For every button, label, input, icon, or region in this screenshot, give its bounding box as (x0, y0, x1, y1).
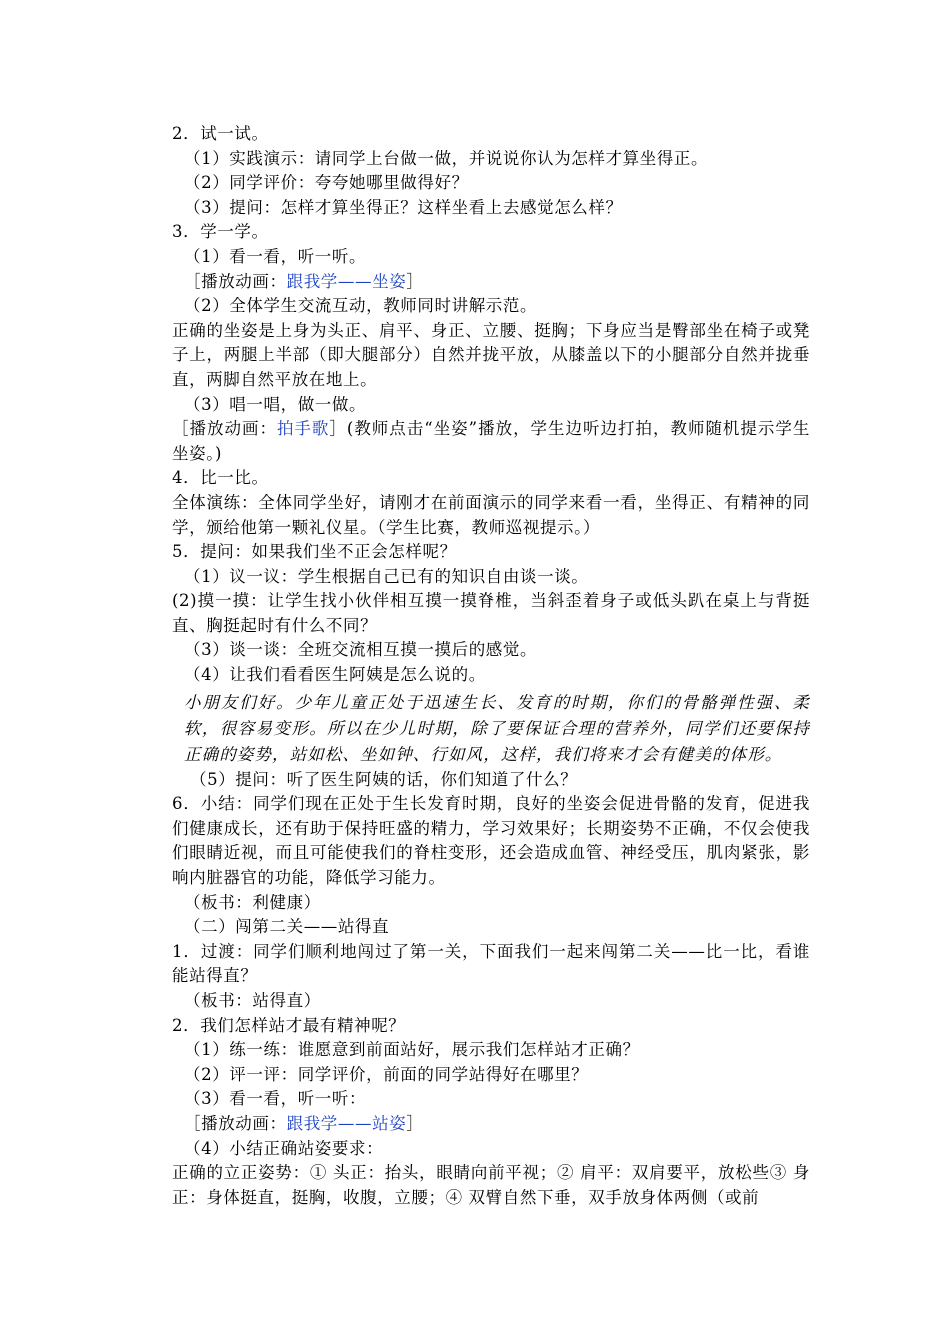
board-note-standing: （板书：站得直） (184, 991, 321, 1010)
animation-line-sitting (146, 270, 810, 295)
section-3-item-1: （1）看一看，听一听。 (184, 246, 367, 266)
part-2-item-4: （4）小结正确站姿要求： (184, 1138, 384, 1158)
section-4-title: 4．比一比。 (172, 468, 269, 488)
section-3-item-2: （2）全体学生交流互动，教师同时讲解示范。 (184, 296, 538, 316)
section-5-item-2: (2)摸一摸：让学生找小伙伴相互摸一摸脊椎，当斜歪着身子或低头趴在桌上与背挺直、胸挺起时有什么不同？ (172, 591, 810, 635)
board-note-health: （板书：利健康） (184, 892, 321, 912)
section-5-item-1: （1）议一议：学生根据自己已有的知识自由谈一谈。 (184, 566, 589, 586)
section-5-item-4: （4）让我们看看医生阿姨是怎么说的。 (184, 665, 486, 685)
animation-link-standing[interactable]: 跟我学——站姿 (286, 1113, 407, 1133)
animation-link-clapping-song[interactable]: 拍手歌 (276, 419, 330, 439)
section-5-item-5: （5）提问：听了医生阿姨的话，你们知道了什么？ (190, 769, 578, 789)
standing-posture-paragraph: 正确的立正姿势：① 头正：抬头，眼睛向前平视；② 肩平：双肩要平，放松些③ 身正：身体挺直，挺胸，收腹，立腰；④ 双臂自然下垂，双手放身体两侧（或前 (172, 1163, 810, 1207)
section-5-item-3: （3）谈一谈：全班交流相互摸一摸后的感觉。 (184, 640, 538, 660)
section-6-summary-paragraph: 6．小结：同学们现在正处于生长发育时期，良好的坐姿会促进骨骼的发育，促进我们健康成长，还有助于保持旺盛的精力，学习效果好；长期姿势不正确，不仅会使我们眼睛近视，而且可能使我们的脊柱变形，还会造成血管、神经受压，肌肉紧张，影响内脏器官的功能，降低学习能力。 (172, 794, 810, 888)
part-2-item-2: （2）评一评：同学评价，前面的同学站得好在哪里？ (184, 1064, 589, 1084)
section-2-title: 2．试一试。 (172, 124, 269, 143)
animation-prefix: ［播放动画： (172, 419, 277, 439)
animation-prefix: ［播放动画： (184, 271, 287, 291)
section-2-item-2: （2）同学评价：夸夸她哪里做得好？ (184, 173, 469, 193)
sitting-posture-paragraph: 正确的坐姿是上身为头正、肩平、身正、立腰、挺胸；下身应当是臀部坐在椅子或凳子上，两腿上半部（即大腿部分）自然并拢平放，从膝盖以下的小腿部分自然并拢垂直，两脚自然平放在地上。 (172, 320, 810, 389)
document-page (146, 122, 810, 1210)
section-2-item-1: （1）实践演示：请同学上台做一做，并说说你认为怎样才算坐得正。 (184, 148, 709, 168)
doctor-quote-paragraph: 小朋友们好。少年儿童正处于迅速生长、发育的时期，你们的骨骼弹性强、柔软，很容易变形。所以在少儿时期，除了要保证合理的营养外，同学们还要保持正确的姿势，站如松、坐如钟、行如风，这样，我们将来才会有健美的体形。 (184, 692, 810, 764)
section-4-paragraph: 全体演练：全体同学坐好，请刚才在前面演示的同学来看一看，坐得正、有精神的同学，颁给他第一颗礼仪星。（学生比赛，教师巡视提示。） (172, 492, 810, 537)
section-2-item-3: （3）提问：怎样才算坐得正？这样坐看上去感觉怎么样？ (184, 197, 623, 217)
animation-suffix: ］ (406, 1113, 424, 1133)
animation-line-standing (146, 1112, 810, 1137)
section-3-item-3: （3）唱一唱，做一做。 (184, 394, 367, 414)
part-2-title: （二）闯第二关——站得直 (184, 917, 390, 937)
animation-link-sitting[interactable]: 跟我学——坐姿 (286, 271, 407, 291)
part-2-section-2-title: 2．我们怎样站才最有精神呢？ (172, 1015, 406, 1035)
part-2-transition-paragraph: 1．过渡：同学们顺利地闯过了第一关，下面我们一起来闯第二关——比一比，看谁能站得直？ (172, 941, 810, 986)
animation-prefix: ［播放动画： (184, 1113, 287, 1133)
animation-suffix: ］(教师点击“坐姿”播放，学生边听边打拍，教师随机提示学生坐姿。) (172, 419, 810, 463)
section-3-title: 3．学一学。 (172, 222, 269, 242)
animation-line-clapping-song (146, 417, 810, 466)
part-2-item-3: （3）看一看，听一听： (184, 1089, 367, 1109)
section-5-title: 5．提问：如果我们坐不正会怎样呢？ (172, 542, 457, 562)
part-2-item-1: （1）练一练：谁愿意到前面站好，展示我们怎样站才正确？ (184, 1040, 640, 1060)
animation-suffix: ］ (406, 271, 424, 291)
